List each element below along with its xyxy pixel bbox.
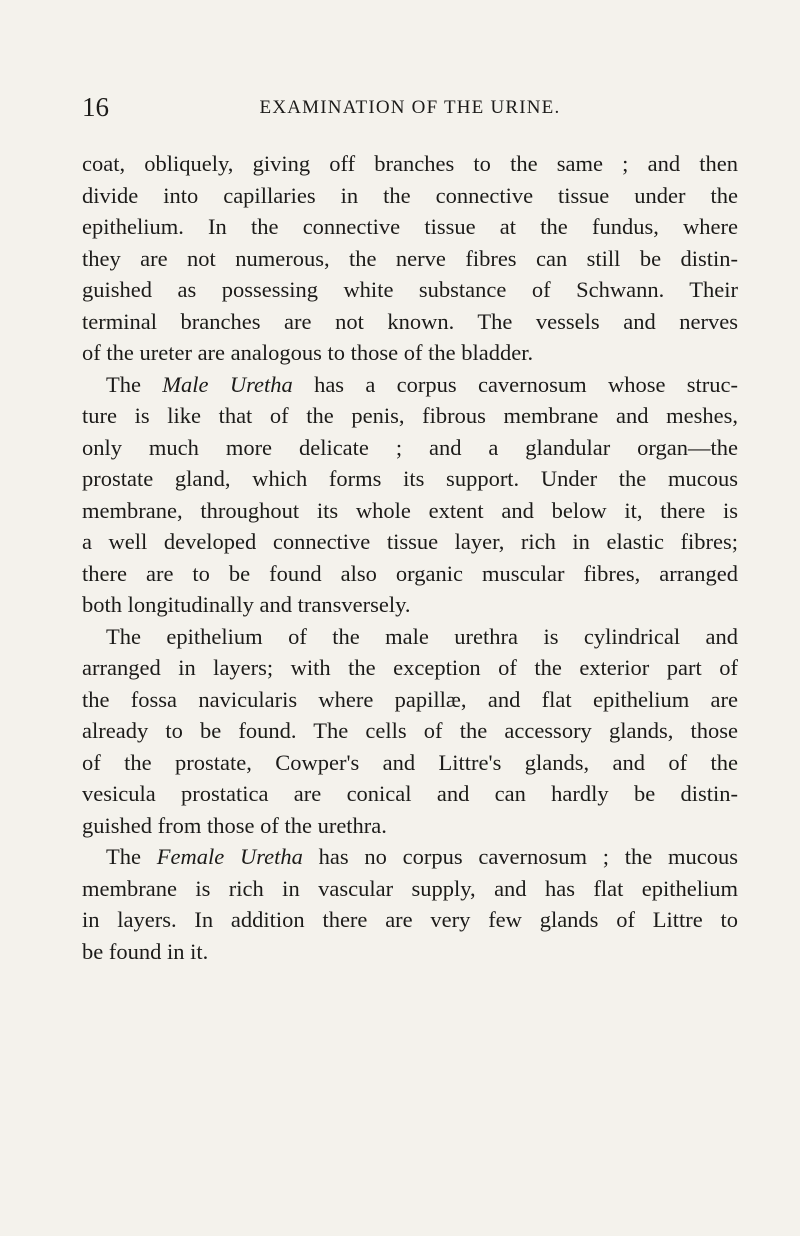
paragraph-first-line — [82, 369, 738, 401]
page-header — [82, 92, 738, 122]
text-line: prostate gland, which forms its support. Under the mucous — [82, 466, 738, 491]
text-line: in layers. In addition there are very few glands of Littre to — [82, 907, 738, 932]
text-line: ture is like that of the penis, fibrous membrane and meshes, — [82, 403, 738, 428]
section-title-male-uretha: Male Uretha — [162, 371, 293, 397]
text-line: membrane, throughout its whole extent and below it, there is — [82, 497, 738, 523]
paragraph-first-line — [82, 841, 738, 873]
text-line: both longitudinally and transversely. — [82, 592, 411, 617]
text-line: arranged in layers; with the exception of the exterior part of — [82, 655, 738, 680]
text-line: be found in it. — [82, 938, 209, 964]
text-line: of the prostate, Cowper's and Littre's glands, and of the — [82, 749, 738, 775]
text-line: there are to be found also organic muscular fibres, arranged — [82, 560, 738, 586]
section-title-female-uretha: Female Uretha — [156, 844, 303, 869]
text-line: terminal branches are not known. The vessels and nerves — [82, 308, 738, 334]
text-line: only much more delicate ; and a glandular organ—the — [82, 434, 738, 460]
text-line: coat, obliquely, giving off branches to the same ; and then — [82, 151, 738, 176]
text-line: guished from those of the urethra. — [82, 812, 387, 838]
text-line: a well developed connective tissue layer, rich in elastic fibres; — [82, 529, 738, 554]
text-line: divide into capillaries in the connective tissue under the — [82, 182, 738, 208]
page-number: 16 — [82, 92, 109, 122]
line-rest: has no corpus cavernosum ; the mucous — [318, 844, 739, 869]
text-line: guished as possessing white substance of Schwann. Their — [82, 277, 738, 302]
text-line: membrane is rich in vascular supply, and has flat epithelium — [82, 875, 738, 901]
text-line: they are not numerous, the nerve fibres can still be distin- — [82, 245, 738, 271]
text-line: epithelium. In the connective tissue at the fundus, where — [82, 214, 738, 239]
text-line: of the ureter are analogous to those of the bladder. — [82, 340, 534, 365]
text-line: the fossa navicularis where papillæ, and flat epithelium are — [82, 686, 738, 712]
line-rest: has a corpus cavernosum whose struc- — [314, 371, 739, 397]
text-line: vesicula prostatica are conical and can hardly be distin- — [82, 781, 738, 806]
body-text — [82, 148, 738, 967]
text-line: The epithelium of the male urethra is cylindrical and — [106, 623, 738, 649]
lead-word: The — [106, 844, 141, 869]
lead-word: The — [106, 371, 141, 397]
running-title: EXAMINATION OF THE URINE. — [259, 97, 561, 118]
text-line: already to be found. The cells of the accessory glands, those — [82, 718, 738, 743]
